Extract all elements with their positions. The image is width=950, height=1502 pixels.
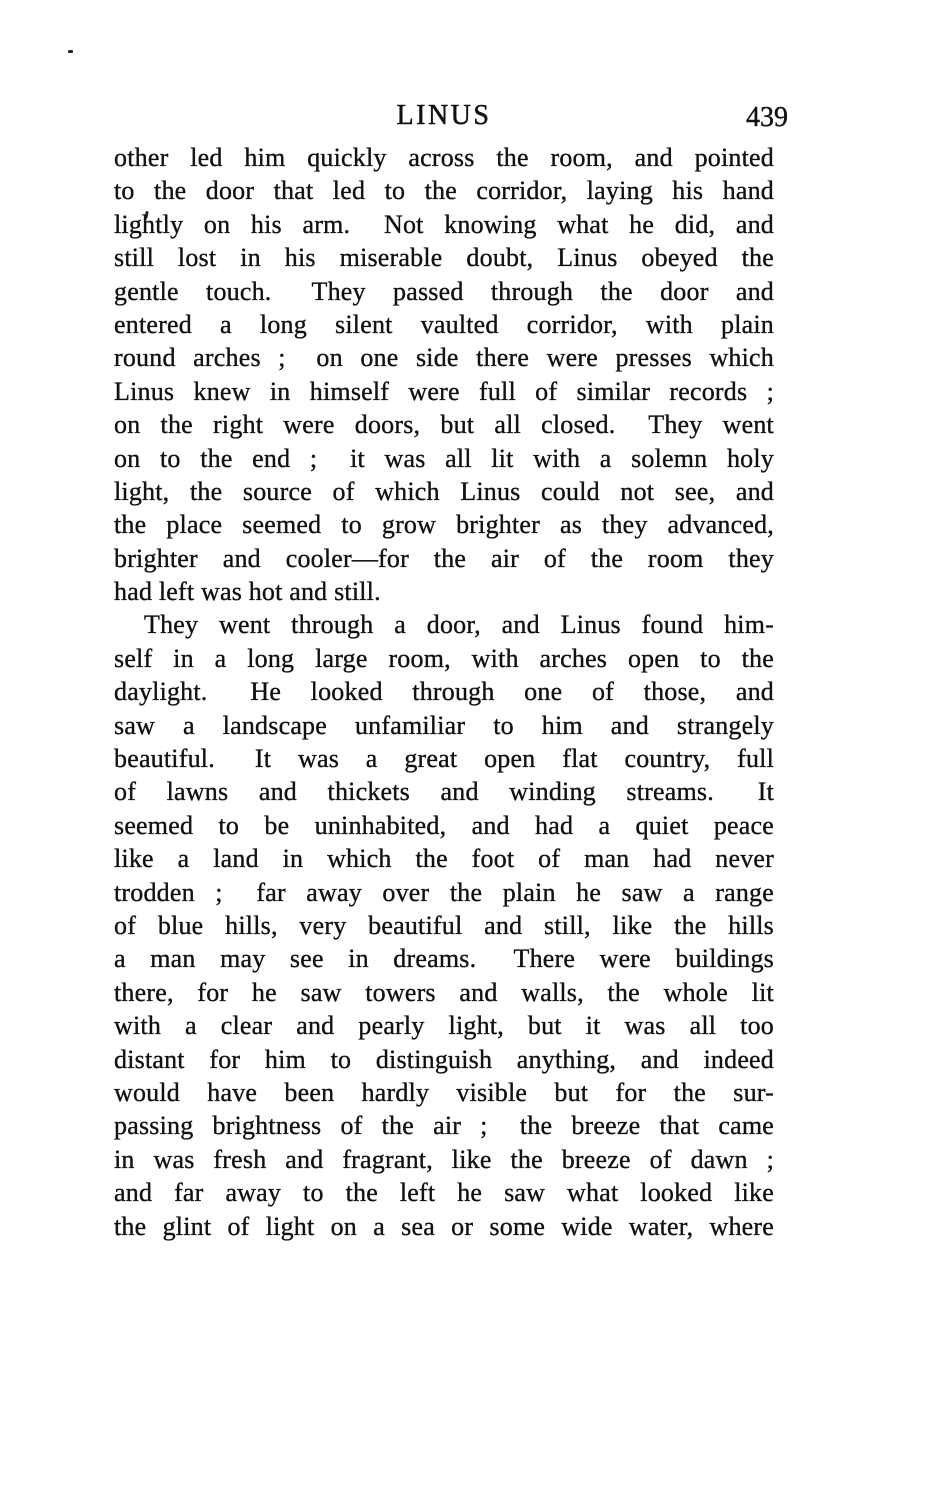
text-line: lightly on his arm. Not knowing what he did, and <box>114 209 774 239</box>
text-line: with a clear and pearly light, but it was all too <box>114 1011 774 1041</box>
page-number: 439 <box>746 102 788 133</box>
text-line: in was fresh and fragrant, like the breeze of dawn ; <box>114 1144 774 1174</box>
text-line: Linus knew in himself were full of similar records ; <box>114 376 774 406</box>
text-line: trodden ; far away over the plain he saw a range <box>114 877 774 907</box>
text-line: brighter and cooler—for the air of the room they <box>114 543 774 573</box>
text-line: other led him quickly across the room, and pointed <box>114 143 774 172</box>
text-line: the place seemed to grow brighter as they advanced, <box>114 510 774 540</box>
text-line: light, the source of which Linus could not see, and <box>114 476 774 506</box>
text-line: the glint of light on a sea or some wide water, where <box>114 1211 774 1241</box>
text-line: there, for he saw towers and walls, the whole lit <box>114 977 774 1007</box>
text-line: on to the end ; it was all lit with a solemn holy <box>114 443 774 473</box>
text-line: distant for him to distinguish anything, and indeed <box>114 1044 774 1074</box>
text-line: gentle touch. They passed through the door and <box>114 276 774 306</box>
text-line: beautiful. It was a great open flat country, full <box>114 744 774 774</box>
body-text <box>114 141 774 1243</box>
text-line: daylight. He looked through one of those, and <box>114 677 774 707</box>
text-line: self in a long large room, with arches open to the <box>114 643 774 673</box>
scan-speck <box>68 50 73 53</box>
text-line: would have been hardly visible but for the sur- <box>114 1077 774 1107</box>
text-line: saw a landscape unfamiliar to him and strangely <box>114 710 774 740</box>
text-line: of blue hills, very beautiful and still, like the hills <box>114 910 774 940</box>
text-line: passing brightness of the air ; the breeze that came <box>114 1111 774 1141</box>
text-line: to the door that led to the corridor, laying his hand <box>114 176 774 206</box>
text-line: round arches ; on one side there were presses which <box>114 343 774 373</box>
text-line: They went through a door, and Linus found him- <box>144 610 774 640</box>
text-line: on the right were doors, but all closed. They went <box>114 410 774 440</box>
text-line: had left was hot and still. <box>114 577 381 607</box>
text-line: like a land in which the foot of man had never <box>114 844 774 874</box>
text-line: still lost in his miserable doubt, Linus obeyed the <box>114 243 774 273</box>
text-line: seemed to be uninhabited, and had a quiet peace <box>114 810 774 840</box>
text-line: a man may see in dreams. There were buildings <box>114 944 774 974</box>
text-line: and far away to the left he saw what looked like <box>114 1178 774 1208</box>
text-line: of lawns and thickets and winding streams. It <box>114 777 774 807</box>
text-line: entered a long silent vaulted corridor, with plain <box>114 309 774 339</box>
page-header <box>114 100 788 136</box>
running-title: LINUS <box>396 100 492 131</box>
